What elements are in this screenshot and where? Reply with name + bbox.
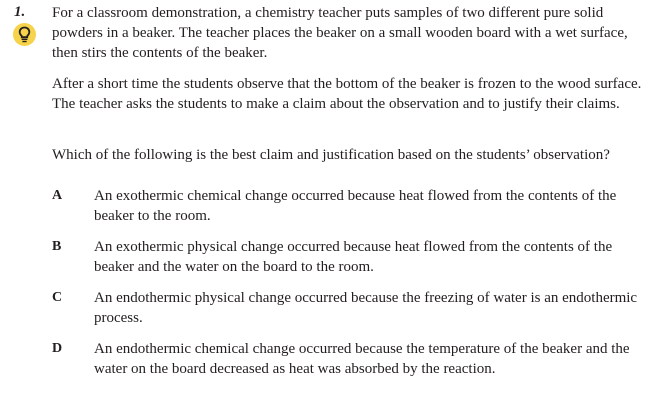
question-stem-paragraph-1: For a classroom demonstration, a chemistry teacher puts samples of two different pure solid powders in a beaker. The teacher places the beaker on a small wooden board with a wet surface, then stirs the contents of the beaker. bbox=[52, 5, 628, 61]
option-letter: B bbox=[52, 239, 62, 254]
option-letter: A bbox=[52, 188, 63, 203]
option-text: An exothermic chemical change occurred because heat flowed from the contents of the beaker to the room. bbox=[94, 188, 617, 224]
option-letter: C bbox=[52, 290, 63, 305]
question-stem-paragraph-2: After a short time the students observe that the bottom of the beaker is frozen to the wood surface. The teacher asks the students to make a claim about the observation and to justify their claims. bbox=[52, 76, 642, 112]
question-prompt: Which of the following is the best claim and justification based on the students’ observation? bbox=[52, 147, 610, 163]
option-letter: D bbox=[52, 341, 63, 356]
question-number: 1. bbox=[14, 4, 26, 20]
option-text: An exothermic physical change occurred because heat flowed from the contents of the beaker and the water on the board to the room. bbox=[94, 239, 613, 275]
option-text: An endothermic chemical change occurred because the temperature of the beaker and the water on the board decreased as heat was absorbed by the reaction. bbox=[94, 341, 630, 377]
hint-button[interactable] bbox=[13, 23, 36, 46]
option-text: An endothermic physical change occurred because the freezing of water is an endothermic process. bbox=[94, 290, 638, 326]
lightbulb-icon bbox=[18, 26, 31, 43]
